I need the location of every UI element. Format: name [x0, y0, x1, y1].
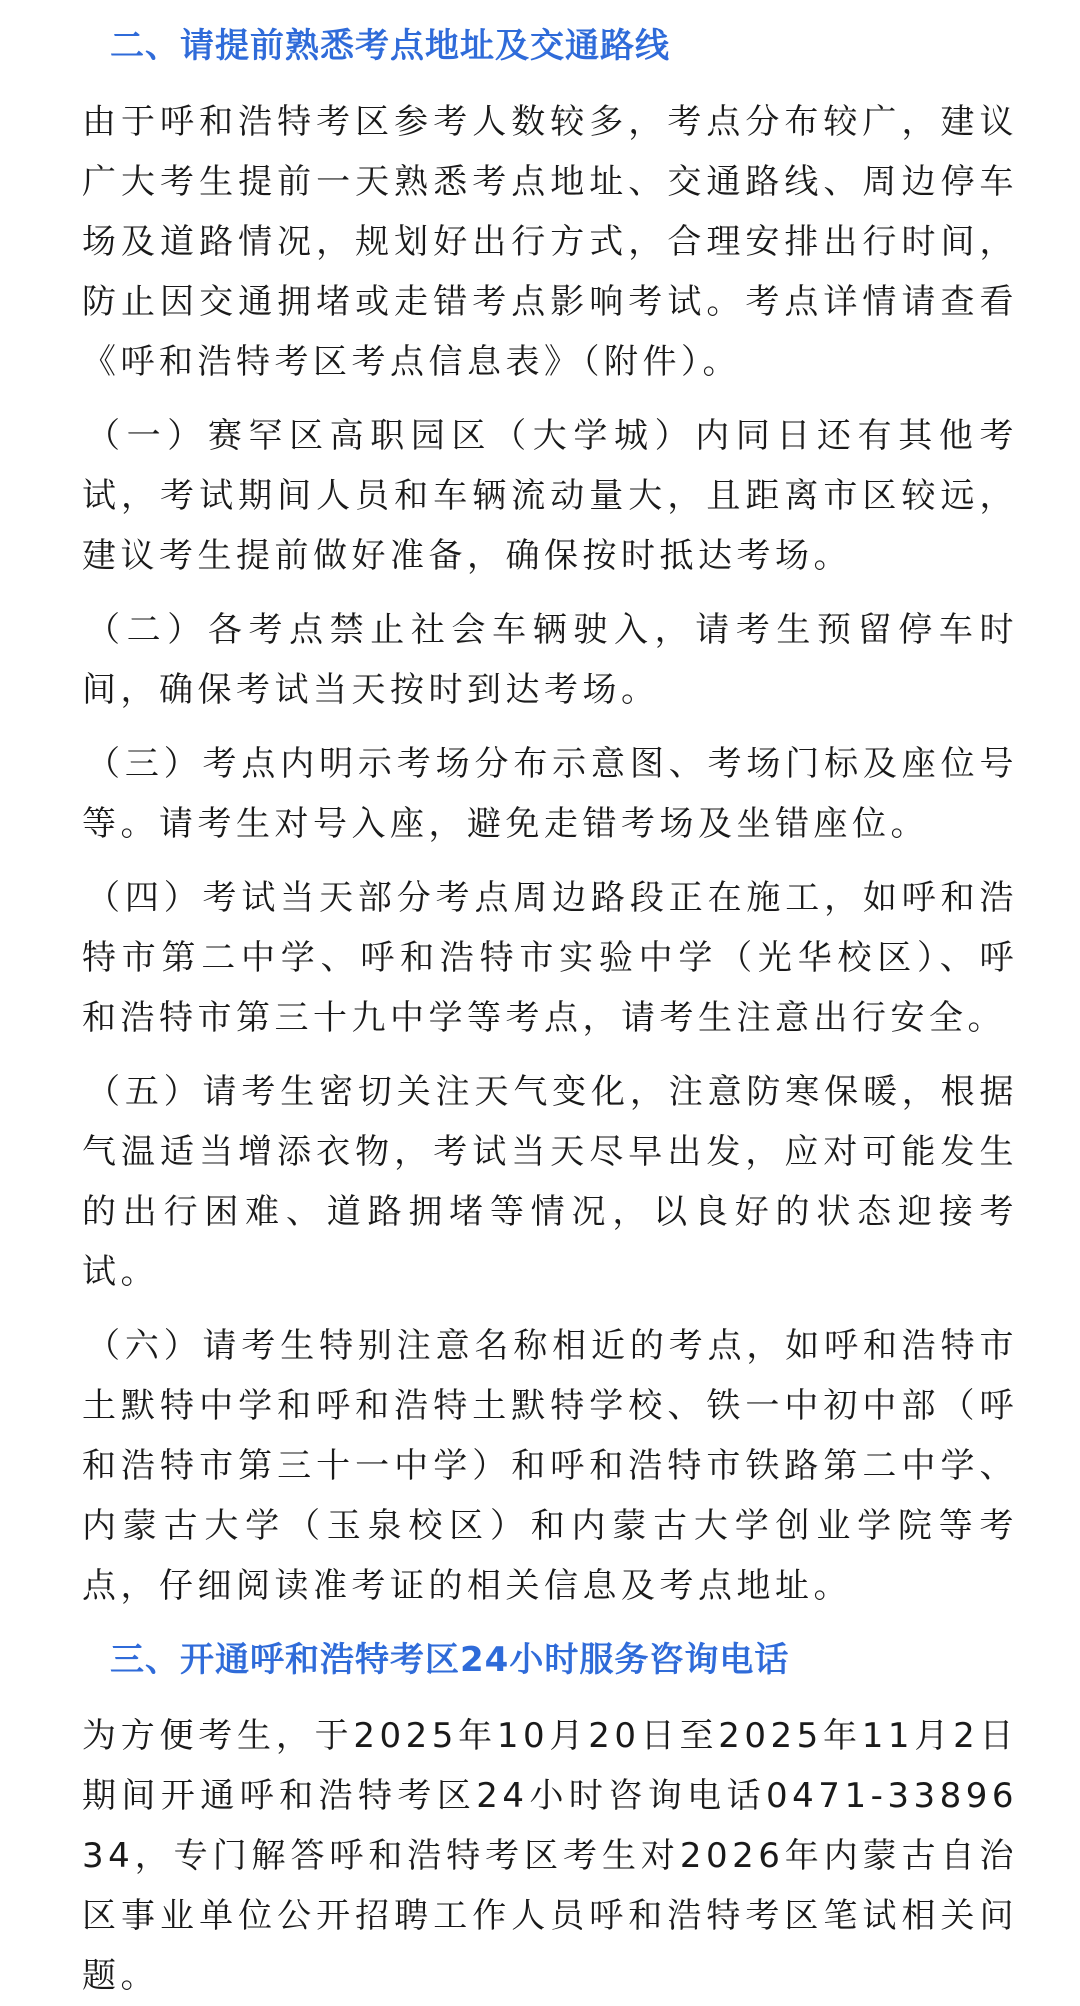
- section-2-heading: 二、请提前熟悉考点地址及交通路线: [110, 26, 670, 66]
- section-2-item-5: （五）请考生密切关注天气变化，注意防寒保暖，根据气温适当增添衣物，考试当天尽早出发，应对可能发生的出行困难、道路拥堵等情况，以良好的状态迎接考试。: [82, 1072, 1018, 1292]
- section-2-item-2: （二）各考点禁止社会车辆驶入，请考生预留停车时间，确保考试当天按时到达考场。: [82, 610, 1018, 710]
- section-2-item-3: （三）考点内明示考场分布示意图、考场门标及座位号等。请考生对号入座，避免走错考场及坐错座位。: [82, 744, 1018, 844]
- section-3-body: 为方便考生，于2025年10月20日至2025年11月2日期间开通呼和浩特考区24小时咨询电话0471-3389634，专门解答呼和浩特考区考生对2026年内蒙古自治区事业单位公开招聘工作人员呼和浩特考区笔试相关问题。: [82, 1716, 1018, 1996]
- section-2-item-1: （一）赛罕区高职园区（大学城）内同日还有其他考试，考试期间人员和车辆流动量大，且距离市区较远，建议考生提前做好准备，确保按时抵达考场。: [82, 416, 1018, 576]
- section-2-intro: 由于呼和浩特考区参考人数较多，考点分布较广，建议广大考生提前一天熟悉考点地址、交通路线、周边停车场及道路情况，规划好出行方式，合理安排出行时间，防止因交通拥堵或走错考点影响考试。考点详情请查看《呼和浩特考区考点信息表》（附件）。: [82, 102, 1018, 382]
- section-2-item-6: （六）请考生特别注意名称相近的考点，如呼和浩特市土默特中学和呼和浩特土默特学校、铁一中初中部（呼和浩特市第三十一中学）和呼和浩特市铁路第二中学、内蒙古大学（玉泉校区）和内蒙古大学创业学院等考点，仔细阅读准考证的相关信息及考点地址。: [82, 1326, 1018, 1606]
- section-3-heading: 三、开通呼和浩特考区24小时服务咨询电话: [110, 1640, 790, 1680]
- section-2-item-4: （四）考试当天部分考点周边路段正在施工，如呼和浩特市第二中学、呼和浩特市实验中学（光华校区）、呼和浩特市第三十九中学等考点，请考生注意出行安全。: [82, 878, 1018, 1038]
